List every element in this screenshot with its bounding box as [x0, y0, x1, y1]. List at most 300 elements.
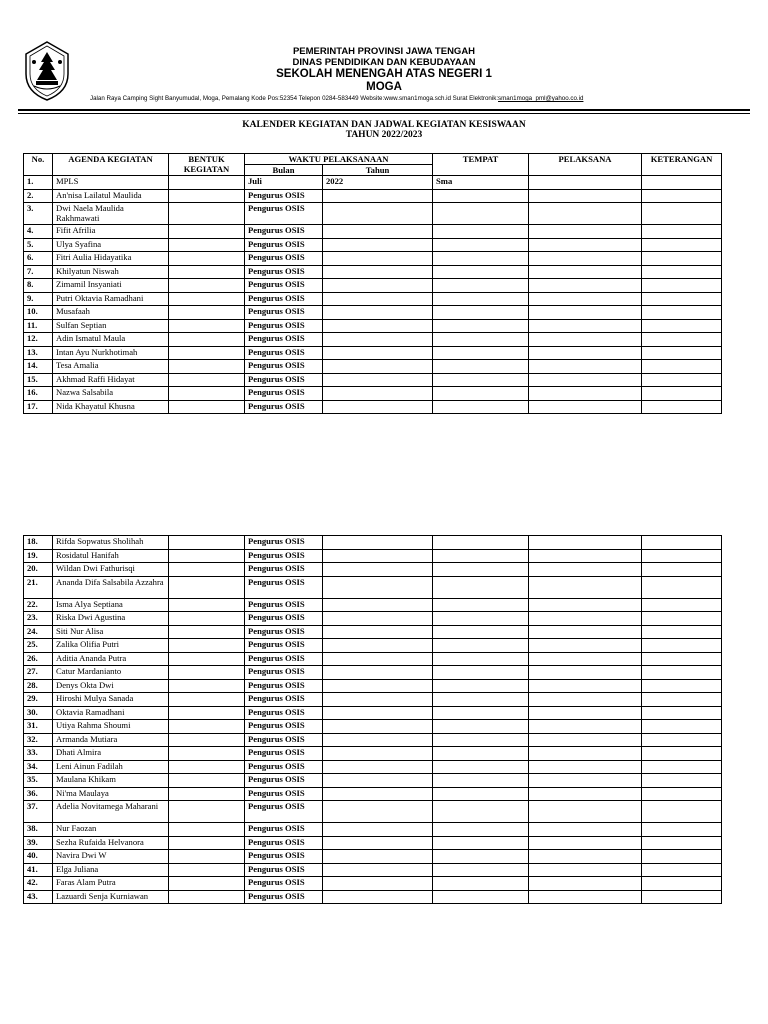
table-row — [24, 238, 722, 252]
table-row — [24, 319, 722, 333]
row-tahun — [323, 850, 433, 864]
row-pelaksana — [529, 189, 642, 203]
row-agenda: Khilyatun Niswah — [53, 265, 169, 279]
row-tahun — [323, 576, 433, 598]
row-tempat — [433, 333, 529, 347]
row-tahun — [323, 733, 433, 747]
row-tempat — [433, 563, 529, 577]
row-number: 30. — [24, 706, 53, 720]
row-pelaksana — [529, 890, 642, 904]
row-number: 15. — [24, 373, 53, 387]
table-row — [24, 733, 722, 747]
row-tempat — [433, 639, 529, 653]
row-tempat — [433, 801, 529, 823]
row-number: 20. — [24, 563, 53, 577]
row-tahun — [323, 598, 433, 612]
row-number: 35. — [24, 774, 53, 788]
row-bulan: Pengurus OSIS — [245, 639, 323, 653]
row-pelaksana — [529, 346, 642, 360]
row-tahun — [323, 801, 433, 823]
row-bulan: Pengurus OSIS — [245, 760, 323, 774]
row-tahun — [323, 706, 433, 720]
row-pelaksana — [529, 612, 642, 626]
row-keterangan — [642, 801, 722, 823]
row-bentuk — [169, 563, 245, 577]
row-bentuk — [169, 400, 245, 414]
header-school: SEKOLAH MENENGAH ATAS NEGERI 1 — [276, 68, 492, 80]
row-number: 43. — [24, 890, 53, 904]
row-keterangan — [642, 279, 722, 293]
row-bentuk — [169, 693, 245, 707]
activity-table-page-2 — [23, 535, 722, 904]
row-agenda: Dwi Naela Maulida Rakhmawati — [53, 203, 169, 225]
table-row — [24, 225, 722, 239]
row-tahun — [323, 252, 433, 266]
row-bentuk — [169, 387, 245, 401]
row-tahun — [323, 265, 433, 279]
table-row — [24, 292, 722, 306]
row-agenda: Leni Ainun Fadilah — [53, 760, 169, 774]
table-row — [24, 333, 722, 347]
table-row — [24, 536, 722, 550]
row-agenda: Akhmad Raffi Hidayat — [53, 373, 169, 387]
row-tahun — [323, 387, 433, 401]
row-bulan: Pengurus OSIS — [245, 679, 323, 693]
header-tahun: Tahun — [323, 165, 433, 176]
row-keterangan — [642, 536, 722, 550]
row-number: 41. — [24, 863, 53, 877]
row-number: 16. — [24, 387, 53, 401]
row-bentuk — [169, 279, 245, 293]
table-row — [24, 346, 722, 360]
row-keterangan — [642, 733, 722, 747]
row-bulan: Pengurus OSIS — [245, 373, 323, 387]
row-number: 33. — [24, 747, 53, 761]
table-row — [24, 625, 722, 639]
row-agenda: Tesa Amalia — [53, 360, 169, 374]
row-bentuk — [169, 774, 245, 788]
table-row — [24, 203, 722, 225]
row-pelaksana — [529, 679, 642, 693]
row-bulan: Pengurus OSIS — [245, 252, 323, 266]
table-row — [24, 373, 722, 387]
table-row — [24, 720, 722, 734]
row-pelaksana — [529, 774, 642, 788]
row-bentuk — [169, 679, 245, 693]
row-number: 28. — [24, 679, 53, 693]
row-bulan: Pengurus OSIS — [245, 238, 323, 252]
row-keterangan — [642, 747, 722, 761]
row-pelaksana — [529, 787, 642, 801]
row-bentuk — [169, 836, 245, 850]
row-agenda: Fifit Afrilia — [53, 225, 169, 239]
row-number: 31. — [24, 720, 53, 734]
header-bentuk: BENTUK KEGIATAN — [169, 154, 245, 176]
row-number: 40. — [24, 850, 53, 864]
row-number: 18. — [24, 536, 53, 550]
header-waktu: WAKTU PELAKSANAAN — [245, 154, 433, 165]
row-bulan: Pengurus OSIS — [245, 863, 323, 877]
row-bulan: Pengurus OSIS — [245, 292, 323, 306]
row-tempat — [433, 693, 529, 707]
row-bentuk — [169, 576, 245, 598]
row-pelaksana — [529, 306, 642, 320]
row-bulan: Pengurus OSIS — [245, 306, 323, 320]
row-keterangan — [642, 877, 722, 891]
row-bulan: Pengurus OSIS — [245, 279, 323, 293]
row-pelaksana — [529, 877, 642, 891]
row-tempat — [433, 549, 529, 563]
row-keterangan — [642, 679, 722, 693]
row-number: 34. — [24, 760, 53, 774]
row-bulan: Juli — [245, 176, 323, 190]
row-tempat — [433, 576, 529, 598]
row-bulan: Pengurus OSIS — [245, 666, 323, 680]
row-number: 9. — [24, 292, 53, 306]
row-tahun — [323, 360, 433, 374]
row-keterangan — [642, 563, 722, 577]
row-number: 12. — [24, 333, 53, 347]
row-agenda: Nazwa Salsabila — [53, 387, 169, 401]
row-bulan: Pengurus OSIS — [245, 265, 323, 279]
row-tempat — [433, 760, 529, 774]
row-pelaksana — [529, 836, 642, 850]
row-tempat — [433, 203, 529, 225]
row-number: 3. — [24, 203, 53, 225]
table-row — [24, 387, 722, 401]
row-number: 13. — [24, 346, 53, 360]
row-pelaksana — [529, 801, 642, 823]
row-number: 19. — [24, 549, 53, 563]
row-tahun — [323, 679, 433, 693]
row-bulan: Pengurus OSIS — [245, 203, 323, 225]
row-keterangan — [642, 850, 722, 864]
row-tempat — [433, 598, 529, 612]
table-row — [24, 836, 722, 850]
row-pelaksana — [529, 863, 642, 877]
row-number: 27. — [24, 666, 53, 680]
row-pelaksana — [529, 598, 642, 612]
row-tempat — [433, 306, 529, 320]
row-keterangan — [642, 576, 722, 598]
row-pelaksana — [529, 225, 642, 239]
row-bulan: Pengurus OSIS — [245, 189, 323, 203]
letterhead — [0, 0, 768, 120]
row-tempat — [433, 265, 529, 279]
row-bulan: Pengurus OSIS — [245, 747, 323, 761]
row-pelaksana — [529, 373, 642, 387]
row-bentuk — [169, 549, 245, 563]
row-keterangan — [642, 346, 722, 360]
row-agenda: Navira Dwi W — [53, 850, 169, 864]
row-tahun — [323, 652, 433, 666]
row-number: 5. — [24, 238, 53, 252]
table-row — [24, 747, 722, 761]
row-number: 1. — [24, 176, 53, 190]
table-row — [24, 850, 722, 864]
row-agenda: Fitri Aulia Hidayatika — [53, 252, 169, 266]
row-keterangan — [642, 625, 722, 639]
row-keterangan — [642, 823, 722, 837]
table-row — [24, 279, 722, 293]
row-bentuk — [169, 536, 245, 550]
row-tempat — [433, 225, 529, 239]
row-pelaksana — [529, 760, 642, 774]
row-tempat — [433, 747, 529, 761]
row-agenda: Zimamil Insyaniati — [53, 279, 169, 293]
row-number: 25. — [24, 639, 53, 653]
table-row — [24, 877, 722, 891]
row-tempat — [433, 360, 529, 374]
row-agenda: Lazuardi Senja Kurniawan — [53, 890, 169, 904]
row-keterangan — [642, 836, 722, 850]
row-bentuk — [169, 346, 245, 360]
header-no: No. — [24, 154, 53, 176]
row-pelaksana — [529, 693, 642, 707]
row-keterangan — [642, 252, 722, 266]
row-tahun — [323, 333, 433, 347]
row-tempat — [433, 373, 529, 387]
row-tahun — [323, 203, 433, 225]
row-tahun — [323, 760, 433, 774]
row-keterangan — [642, 787, 722, 801]
row-bulan: Pengurus OSIS — [245, 346, 323, 360]
table-row — [24, 306, 722, 320]
row-bulan: Pengurus OSIS — [245, 720, 323, 734]
row-tahun — [323, 563, 433, 577]
table-body-page-1 — [24, 176, 722, 414]
row-bentuk — [169, 203, 245, 225]
row-agenda: Adin Ismatul Maula — [53, 333, 169, 347]
row-keterangan — [642, 693, 722, 707]
row-keterangan — [642, 306, 722, 320]
row-tempat — [433, 850, 529, 864]
row-agenda: Armanda Mutiara — [53, 733, 169, 747]
row-keterangan — [642, 176, 722, 190]
row-number: 36. — [24, 787, 53, 801]
row-bentuk — [169, 666, 245, 680]
row-tempat — [433, 652, 529, 666]
row-agenda: Riska Dwi Agustina — [53, 612, 169, 626]
row-number: 17. — [24, 400, 53, 414]
row-number: 2. — [24, 189, 53, 203]
row-bentuk — [169, 850, 245, 864]
row-keterangan — [642, 720, 722, 734]
row-tahun — [323, 373, 433, 387]
row-keterangan — [642, 652, 722, 666]
row-agenda: Ni'ma Maulaya — [53, 787, 169, 801]
row-keterangan — [642, 238, 722, 252]
row-agenda: MPLS — [53, 176, 169, 190]
row-tahun — [323, 787, 433, 801]
row-pelaksana — [529, 733, 642, 747]
row-tahun — [323, 774, 433, 788]
row-bentuk — [169, 652, 245, 666]
row-tahun — [323, 549, 433, 563]
row-bulan: Pengurus OSIS — [245, 823, 323, 837]
row-pelaksana — [529, 823, 642, 837]
row-tempat — [433, 252, 529, 266]
row-tahun — [323, 306, 433, 320]
row-agenda: Dhati Almira — [53, 747, 169, 761]
table-row — [24, 639, 722, 653]
row-tahun — [323, 639, 433, 653]
table-row — [24, 760, 722, 774]
row-bulan: Pengurus OSIS — [245, 625, 323, 639]
header-pelaksana: PELAKSANA — [529, 154, 642, 176]
row-bulan: Pengurus OSIS — [245, 319, 323, 333]
table-row — [24, 666, 722, 680]
row-bentuk — [169, 890, 245, 904]
row-number: 7. — [24, 265, 53, 279]
row-agenda: Musafaah — [53, 306, 169, 320]
row-agenda: Zalika Olifia Putri — [53, 639, 169, 653]
row-agenda: Aditia Ananda Putra — [53, 652, 169, 666]
row-bulan: Pengurus OSIS — [245, 333, 323, 347]
row-tahun: 2022 — [323, 176, 433, 190]
row-bentuk — [169, 706, 245, 720]
row-tahun — [323, 319, 433, 333]
row-bentuk — [169, 265, 245, 279]
row-keterangan — [642, 360, 722, 374]
row-bulan: Pengurus OSIS — [245, 576, 323, 598]
row-number: 42. — [24, 877, 53, 891]
row-keterangan — [642, 373, 722, 387]
row-agenda: Adelia Novitamega Maharani — [53, 801, 169, 823]
header-bulan: Bulan — [245, 165, 323, 176]
row-bentuk — [169, 306, 245, 320]
row-tempat — [433, 319, 529, 333]
row-tempat — [433, 625, 529, 639]
row-number: 4. — [24, 225, 53, 239]
activity-table-page-1 — [23, 153, 722, 414]
row-keterangan — [642, 760, 722, 774]
row-tahun — [323, 747, 433, 761]
row-pelaksana — [529, 549, 642, 563]
table-row — [24, 176, 722, 190]
row-tahun — [323, 536, 433, 550]
row-tahun — [323, 292, 433, 306]
row-tempat — [433, 387, 529, 401]
header-city: MOGA — [366, 81, 402, 93]
row-bentuk — [169, 238, 245, 252]
row-tahun — [323, 189, 433, 203]
row-number: 11. — [24, 319, 53, 333]
row-tahun — [323, 625, 433, 639]
row-agenda: Rifda Sopwatus Sholihah — [53, 536, 169, 550]
row-pelaksana — [529, 319, 642, 333]
row-bulan: Pengurus OSIS — [245, 598, 323, 612]
row-bulan: Pengurus OSIS — [245, 787, 323, 801]
table-body-page-2 — [24, 536, 722, 904]
row-pelaksana — [529, 720, 642, 734]
row-agenda: Maulana Khikam — [53, 774, 169, 788]
row-number: 24. — [24, 625, 53, 639]
row-tahun — [323, 720, 433, 734]
row-tempat — [433, 720, 529, 734]
row-tahun — [323, 225, 433, 239]
row-number: 32. — [24, 733, 53, 747]
row-agenda: Hiroshi Mulya Sanada — [53, 693, 169, 707]
header-divider-thick — [18, 109, 750, 111]
row-agenda: Wildan Dwi Fathurisqi — [53, 563, 169, 577]
row-bulan: Pengurus OSIS — [245, 563, 323, 577]
row-pelaksana — [529, 652, 642, 666]
table-row — [24, 863, 722, 877]
row-bentuk — [169, 823, 245, 837]
row-bentuk — [169, 176, 245, 190]
row-bentuk — [169, 720, 245, 734]
row-keterangan — [642, 598, 722, 612]
table-row — [24, 693, 722, 707]
row-bentuk — [169, 373, 245, 387]
row-tahun — [323, 877, 433, 891]
row-tempat — [433, 836, 529, 850]
row-tempat — [433, 292, 529, 306]
row-keterangan — [642, 549, 722, 563]
table-row — [24, 576, 722, 598]
row-number: 21. — [24, 576, 53, 598]
row-keterangan — [642, 400, 722, 414]
table-row — [24, 706, 722, 720]
row-tempat — [433, 863, 529, 877]
row-bulan: Pengurus OSIS — [245, 360, 323, 374]
row-agenda: Elga Juliana — [53, 863, 169, 877]
row-bentuk — [169, 319, 245, 333]
row-bentuk — [169, 625, 245, 639]
row-pelaksana — [529, 576, 642, 598]
row-bentuk — [169, 333, 245, 347]
row-bulan: Pengurus OSIS — [245, 400, 323, 414]
address-text: Jalan Raya Camping Sight Banyumudal, Moga, Pemalang Kode Pos:52354 Telepon 0284-583449 Website:www.sman1moga.sch.id Surat Elektronik: — [90, 95, 499, 102]
row-bentuk — [169, 801, 245, 823]
row-bulan: Pengurus OSIS — [245, 850, 323, 864]
row-pelaksana — [529, 747, 642, 761]
row-agenda: Sulfan Septian — [53, 319, 169, 333]
row-pelaksana — [529, 400, 642, 414]
row-pelaksana — [529, 279, 642, 293]
row-bentuk — [169, 733, 245, 747]
email-link[interactable]: sman1moga_pml@yahoo.co.id — [498, 95, 584, 102]
table-row — [24, 890, 722, 904]
table-row — [24, 549, 722, 563]
row-agenda: Siti Nur Alisa — [53, 625, 169, 639]
row-keterangan — [642, 319, 722, 333]
table-row — [24, 774, 722, 788]
row-tempat — [433, 787, 529, 801]
row-tahun — [323, 666, 433, 680]
row-bulan: Pengurus OSIS — [245, 652, 323, 666]
table-row — [24, 265, 722, 279]
row-agenda: An'nisa Lailatul Maulida — [53, 189, 169, 203]
row-keterangan — [642, 292, 722, 306]
row-agenda: Ulya Syafina — [53, 238, 169, 252]
row-keterangan — [642, 612, 722, 626]
row-agenda: Isma Alya Septiana — [53, 598, 169, 612]
row-pelaksana — [529, 387, 642, 401]
row-bulan: Pengurus OSIS — [245, 836, 323, 850]
row-keterangan — [642, 639, 722, 653]
row-bentuk — [169, 863, 245, 877]
row-keterangan — [642, 225, 722, 239]
row-agenda: Nida Khayatul Khusna — [53, 400, 169, 414]
row-keterangan — [642, 666, 722, 680]
document-title: KALENDER KEGIATAN DAN JADWAL KEGIATAN KESISWAAN — [242, 120, 526, 130]
row-number: 29. — [24, 693, 53, 707]
row-bentuk — [169, 252, 245, 266]
header-department: DINAS PENDIDIKAN DAN KEBUDAYAAN — [292, 57, 476, 68]
row-tahun — [323, 890, 433, 904]
